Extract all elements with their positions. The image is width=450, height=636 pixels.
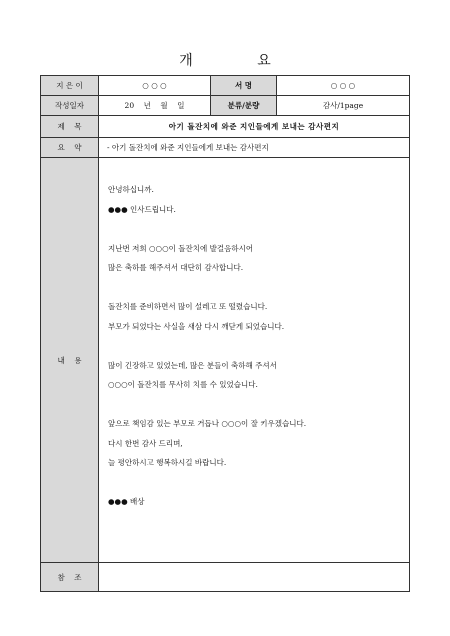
reference-value: [99, 563, 410, 592]
summary-value: - 아기 돌잔치에 와준 지인들에게 보내는 감사편지: [99, 138, 410, 158]
letter-line: 돌잔치를 준비하면서 많이 설레고 또 떨렸습니다.: [108, 302, 268, 311]
letter-line: 앞으로 책임감 있는 부모로 거듭나 ○○○이 잘 키우겠습니다.: [108, 419, 307, 428]
letter-line: [108, 336, 409, 356]
letter-line: [108, 395, 409, 415]
author-row: [41, 76, 410, 96]
subject-value: 아기 돌잔치에 와준 지인들에게 보내는 감사편지: [99, 116, 410, 138]
summary-label: 요 약: [41, 138, 99, 158]
date-value: 20 년 월 일: [99, 96, 211, 116]
letter-line: 많은 축하를 해주셔서 대단히 감사합니다.: [108, 263, 244, 272]
letter-line: ○○○이 돌잔치를 무사히 치를 수 있었습니다.: [108, 380, 258, 389]
author-value: ○ ○ ○: [99, 76, 211, 96]
date-label: 작성일자: [41, 96, 99, 116]
summary-form-table: [40, 75, 410, 592]
letter-line: 안녕하십니까.: [108, 185, 154, 194]
reference-label: 참 조: [41, 563, 99, 592]
summary-row: [41, 138, 410, 158]
content-row: [41, 158, 410, 563]
letter-line: [108, 473, 409, 493]
letter-line: ●●● 인사드립니다.: [108, 204, 176, 214]
letter-line: [108, 219, 409, 239]
letter-line: 부모가 되었다는 사실을 새삼 다시 깨닫게 되었습니다.: [108, 321, 285, 331]
document-title: 개 요: [179, 53, 301, 69]
date-row: [41, 96, 410, 116]
author-label: 지 은 이: [41, 76, 99, 96]
letter-line: [108, 278, 409, 298]
signature-value: ○ ○ ○: [277, 76, 410, 96]
subject-row: [41, 116, 410, 138]
signature-label: 서 명: [211, 76, 277, 96]
content-body: [99, 158, 410, 563]
category-label: 분류/분량: [211, 96, 277, 116]
category-value: 감사/1page: [277, 96, 410, 116]
letter-line: 늘 평안하시고 행복하시길 바랍니다.: [108, 458, 227, 467]
content-label: 내 용: [41, 158, 99, 563]
letter-line: 다시 한번 감사 드리며,: [108, 438, 183, 448]
letter-line: 많이 긴장하고 있었는데, 많은 분들이 축하해 주셔서: [108, 360, 277, 370]
reference-row: [41, 563, 410, 592]
letter-line: 지난번 저희 ○○○이 돌잔치에 발걸음하시어: [108, 243, 254, 253]
letter-line: ●●● 배상: [108, 497, 145, 506]
subject-label: 제 목: [41, 116, 99, 138]
letter-text: [108, 180, 409, 512]
